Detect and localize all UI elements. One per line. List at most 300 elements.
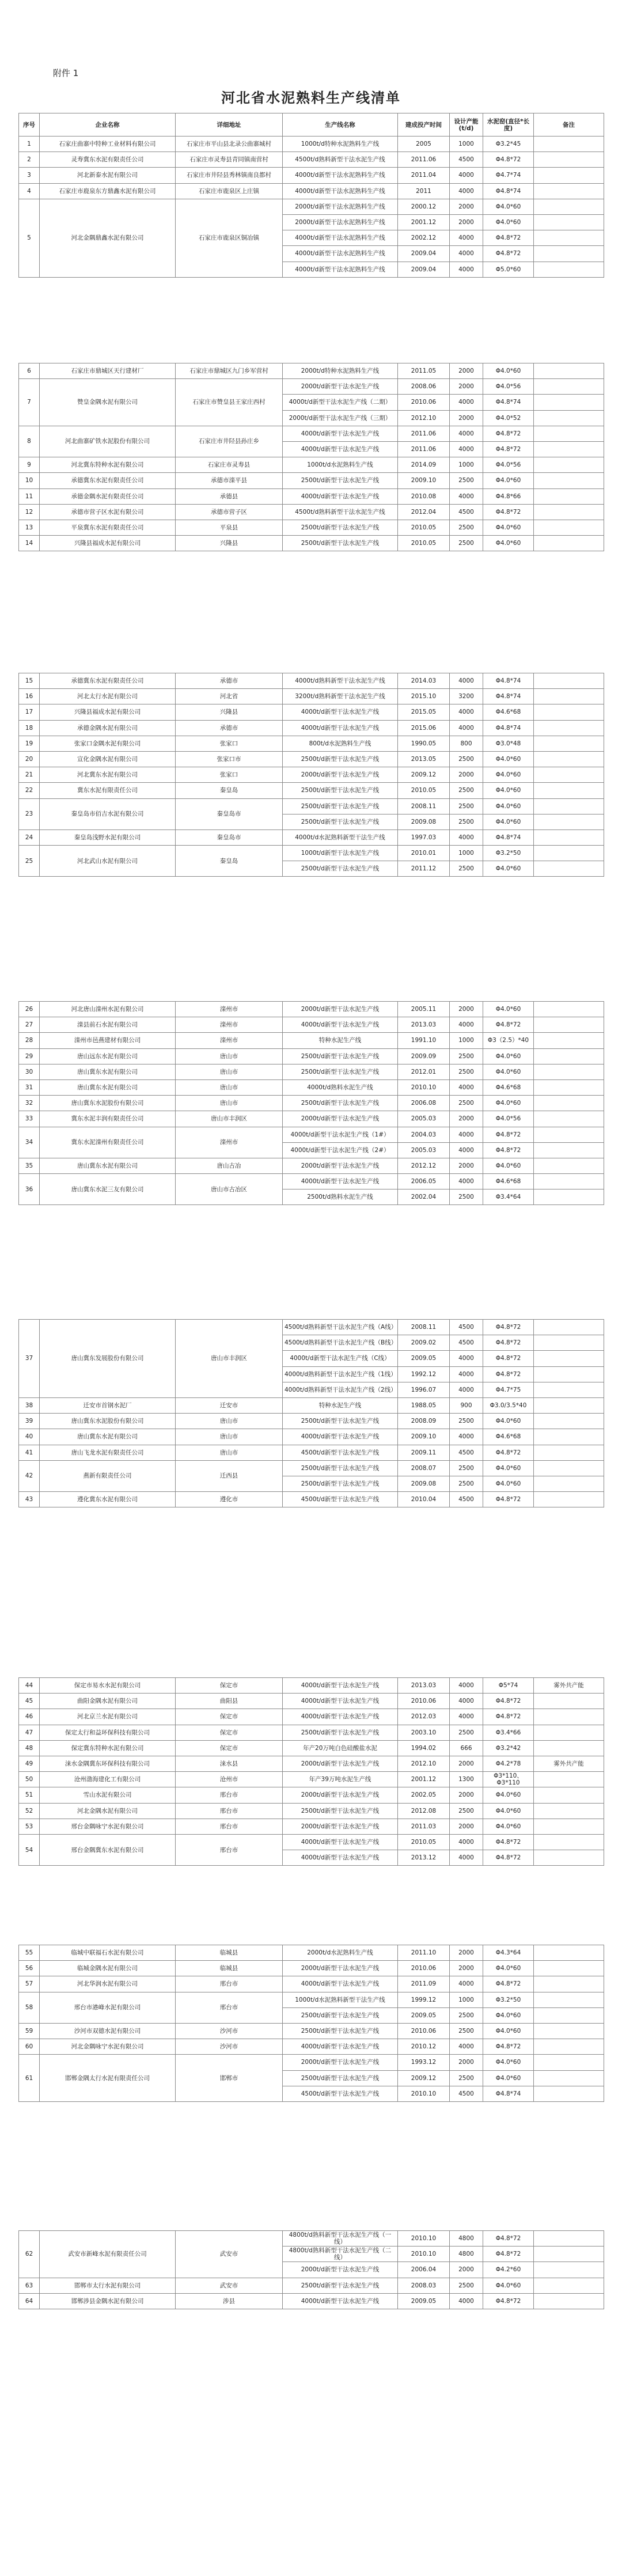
cell-note xyxy=(534,2007,604,2023)
cell-no: 51 xyxy=(19,1787,40,1803)
cell-cap: 4000 xyxy=(450,441,483,457)
cell-line: 2000t/d新型干法水泥生产线 xyxy=(283,1756,398,1771)
cell-cap: 4000 xyxy=(450,168,483,183)
cell-kiln: Φ4.8*72 xyxy=(483,1142,534,1158)
cell-note xyxy=(534,214,604,230)
table-page xyxy=(18,1319,604,1507)
cell-no: 23 xyxy=(19,798,40,829)
cell-kiln: Φ4.0*60 xyxy=(483,1158,534,1173)
cell-no: 50 xyxy=(19,1772,40,1787)
cell-year: 2011.10 xyxy=(398,1945,450,1961)
cell-cap: 2500 xyxy=(450,536,483,551)
cell-year: 2011.06 xyxy=(398,426,450,441)
cell-no: 59 xyxy=(19,2023,40,2039)
cell-year: 2012.01 xyxy=(398,1064,450,1079)
cell-line: 2500t/d新型干法水泥生产线 xyxy=(283,520,398,535)
cell-no: 5 xyxy=(19,199,40,277)
cell-kiln: Φ4.8*72 xyxy=(483,2231,534,2247)
cell-year: 2011.12 xyxy=(398,861,450,877)
cell-cap: 4000 xyxy=(450,1834,483,1850)
cell-year: 2012.10 xyxy=(398,410,450,426)
table-row xyxy=(19,704,604,720)
cell-address: 承德县 xyxy=(176,488,283,504)
cell-note xyxy=(534,1834,604,1850)
cell-company: 河北唐山滦州水泥有限公司 xyxy=(40,1002,176,1017)
cell-note xyxy=(534,1033,604,1048)
cell-line: 4000t/d新型干法水泥熟料生产线 xyxy=(283,262,398,277)
cell-line: 4000t/d新型干法水泥生产线（2#） xyxy=(283,1142,398,1158)
cell-cap: 2000 xyxy=(450,199,483,214)
cell-company: 武安市新峰水泥有限责任公司 xyxy=(40,2231,176,2278)
cell-note xyxy=(534,1127,604,1142)
cell-no: 4 xyxy=(19,183,40,199)
cell-year: 2010.10 xyxy=(398,2086,450,2101)
table-page xyxy=(18,1945,604,2102)
cell-line: 2500t/d新型干法水泥生产线 xyxy=(283,1048,398,1064)
cell-line: 4000t/d新型干法水泥生产线 xyxy=(283,704,398,720)
cell-line: 2500t/d新型干法水泥生产线 xyxy=(283,2070,398,2086)
cell-kiln: Φ4.8*74 xyxy=(483,2086,534,2101)
cell-cap: 800 xyxy=(450,736,483,751)
cell-kiln: Φ4.8*72 xyxy=(483,426,534,441)
cell-note xyxy=(534,504,604,520)
cell-cap: 2500 xyxy=(450,2023,483,2039)
cell-line: 2000t/d新型干法水泥生产线 xyxy=(283,379,398,395)
cell-company: 燕新有限责任公司 xyxy=(40,1460,176,1491)
cell-line: 4000t/d熟料水泥生产线 xyxy=(283,1079,398,1095)
column-header: 水泥窑(直径*长度) xyxy=(483,113,534,137)
cell-kiln: Φ4.6*68 xyxy=(483,1174,534,1189)
cell-no: 13 xyxy=(19,520,40,535)
cell-line: 2000t/d新型干法水泥生产线 xyxy=(283,1111,398,1127)
cell-company: 雪山水泥有限公司 xyxy=(40,1787,176,1803)
table-page xyxy=(18,113,604,278)
cell-line: 4000t/d新型干法水泥生产线 xyxy=(283,1694,398,1709)
table-row xyxy=(19,1174,604,1189)
cell-cap: 4000 xyxy=(450,720,483,736)
cell-cap: 4500 xyxy=(450,1445,483,1460)
cell-company: 临城中联福石水泥有限公司 xyxy=(40,1945,176,1961)
cell-address: 秦皇岛市 xyxy=(176,829,283,845)
table-row xyxy=(19,1834,604,1850)
cell-company: 秦皇岛浅野水泥有限公司 xyxy=(40,829,176,845)
attachment-label: 附件 1 xyxy=(53,68,79,78)
cell-cap: 4000 xyxy=(450,1142,483,1158)
cell-note xyxy=(534,798,604,814)
cell-year: 2009.05 xyxy=(398,2293,450,2309)
table-row xyxy=(19,1158,604,1173)
cell-address: 石家庄市鹿泉区铜冶镇 xyxy=(176,199,283,277)
table-row xyxy=(19,426,604,441)
production-line-table xyxy=(18,1945,604,2102)
cell-year: 2006.05 xyxy=(398,1174,450,1189)
cell-company: 平泉冀东水泥有限责任公司 xyxy=(40,520,176,535)
cell-address: 唐山市 xyxy=(176,1048,283,1064)
cell-year: 2009.10 xyxy=(398,473,450,488)
cell-cap: 4000 xyxy=(450,1174,483,1189)
cell-year: 2014.09 xyxy=(398,457,450,473)
cell-line: 1000t/d水泥熟料生产线 xyxy=(283,457,398,473)
cell-company: 唐山冀东水泥有限公司 xyxy=(40,1079,176,1095)
cell-cap: 4500 xyxy=(450,1335,483,1351)
cell-year: 1992.12 xyxy=(398,1366,450,1382)
table-row xyxy=(19,767,604,783)
cell-cap: 2500 xyxy=(450,861,483,877)
cell-company: 石家庄市鼎城区天行建材厂 xyxy=(40,363,176,379)
cell-note xyxy=(534,814,604,829)
production-line-table xyxy=(18,363,604,551)
cell-line: 4500t/d新型干法水泥生产线 xyxy=(283,1445,398,1460)
cell-note xyxy=(534,1382,604,1397)
cell-note xyxy=(534,1414,604,1429)
cell-year: 2009.11 xyxy=(398,1445,450,1460)
cell-year: 2010.12 xyxy=(398,2039,450,2055)
cell-no: 22 xyxy=(19,783,40,798)
table-row xyxy=(19,168,604,183)
cell-year: 2001.12 xyxy=(398,1772,450,1787)
cell-kiln: Φ4.0*60 xyxy=(483,814,534,829)
cell-no: 24 xyxy=(19,829,40,845)
cell-kiln: Φ4.8*72 xyxy=(483,2293,534,2309)
cell-year: 1999.12 xyxy=(398,1992,450,2007)
table-row xyxy=(19,1111,604,1127)
cell-company: 邯郸市太行水泥有限公司 xyxy=(40,2278,176,2293)
table-row xyxy=(19,473,604,488)
cell-line: 4500t/d新型干法水泥生产线 xyxy=(283,1492,398,1507)
cell-no: 39 xyxy=(19,1414,40,1429)
table-row xyxy=(19,536,604,551)
cell-line: 4500t/d新型干法水泥生产线 xyxy=(283,2086,398,2101)
cell-cap: 2000 xyxy=(450,1961,483,1976)
cell-cap: 2500 xyxy=(450,1803,483,1819)
cell-address: 滦州市 xyxy=(176,1002,283,1017)
cell-address: 迁安市 xyxy=(176,1397,283,1413)
cell-cap: 2500 xyxy=(450,1414,483,1429)
cell-kiln: Φ4.8*72 xyxy=(483,2039,534,2055)
cell-address: 保定市 xyxy=(176,1709,283,1725)
cell-line: 4500t/d熟料新型干法水泥生产线（B线） xyxy=(283,1335,398,1351)
cell-kiln: Φ4.8*72 xyxy=(483,1709,534,1725)
cell-company: 承德金隅水泥有限责任公司 xyxy=(40,488,176,504)
table-row xyxy=(19,488,604,504)
cell-no: 6 xyxy=(19,363,40,379)
cell-note: 雾外共产能 xyxy=(534,1756,604,1771)
cell-note xyxy=(534,1189,604,1205)
cell-year: 1996.07 xyxy=(398,1382,450,1397)
cell-no: 8 xyxy=(19,426,40,457)
cell-year: 1994.02 xyxy=(398,1740,450,1756)
column-header: 详细地址 xyxy=(176,113,283,137)
cell-year: 2010.06 xyxy=(398,1961,450,1976)
cell-no: 61 xyxy=(19,2055,40,2102)
cell-company: 灵寿冀东水泥有限责任公司 xyxy=(40,152,176,168)
cell-note xyxy=(534,1694,604,1709)
cell-line: 4500t/d熟料新型干法水泥生产线 xyxy=(283,504,398,520)
cell-address: 遵化市 xyxy=(176,1492,283,1507)
cell-kiln: Φ4.8*72 xyxy=(483,1366,534,1382)
cell-company: 邢台市港峰水泥有限公司 xyxy=(40,1992,176,2023)
cell-year: 2000.12 xyxy=(398,199,450,214)
cell-line: 4000t/d新型干法水泥生产线 xyxy=(283,426,398,441)
table-row xyxy=(19,1096,604,1111)
cell-cap: 2000 xyxy=(450,379,483,395)
cell-company: 唐山冀东水泥有限公司 xyxy=(40,1064,176,1079)
cell-note xyxy=(534,704,604,720)
cell-year: 2013.03 xyxy=(398,1017,450,1033)
cell-note xyxy=(534,1142,604,1158)
cell-company: 宣化金隅水泥有限公司 xyxy=(40,751,176,767)
cell-note xyxy=(534,410,604,426)
cell-line: 2000t/d新型干法水泥生产线 xyxy=(283,1002,398,1017)
cell-note xyxy=(534,1351,604,1366)
table-row xyxy=(19,1976,604,1992)
cell-year: 1997.03 xyxy=(398,829,450,845)
table-row xyxy=(19,1064,604,1079)
cell-kiln: Φ4.0*60 xyxy=(483,1002,534,1017)
cell-cap: 2000 xyxy=(450,1002,483,1017)
cell-year: 2009.04 xyxy=(398,246,450,262)
cell-no: 18 xyxy=(19,720,40,736)
cell-line: 2500t/d新型干法水泥生产线 xyxy=(283,1476,398,1491)
cell-kiln: Φ4.0*60 xyxy=(483,1460,534,1476)
cell-company: 涞水金隅冀东环保科技有限公司 xyxy=(40,1756,176,1771)
cell-year: 2010.05 xyxy=(398,536,450,551)
cell-company: 河北冀东特种水泥有限公司 xyxy=(40,457,176,473)
cell-address: 邯郸市 xyxy=(176,2055,283,2102)
cell-company: 邯郸涉县金隅水泥有限公司 xyxy=(40,2293,176,2309)
cell-kiln: Φ4.0*60 xyxy=(483,1096,534,1111)
cell-line: 2000t/d新型干法水泥生产线 xyxy=(283,1819,398,1834)
cell-line: 2500t/d新型干法水泥生产线 xyxy=(283,814,398,829)
cell-address: 石家庄市灵寿县 xyxy=(176,457,283,473)
cell-note xyxy=(534,1709,604,1725)
cell-no: 37 xyxy=(19,1320,40,1398)
cell-cap: 4000 xyxy=(450,1366,483,1382)
cell-address: 临城县 xyxy=(176,1945,283,1961)
table-row xyxy=(19,720,604,736)
cell-cap: 4500 xyxy=(450,152,483,168)
table-row xyxy=(19,2055,604,2070)
table-row xyxy=(19,1002,604,1017)
cell-line: 4500t/d熟料新型干法水泥生产线（A线） xyxy=(283,1320,398,1335)
cell-address: 石家庄市井陉县秀林镇南良都村 xyxy=(176,168,283,183)
column-header: 备注 xyxy=(534,113,604,137)
cell-year: 2011.06 xyxy=(398,441,450,457)
cell-no: 17 xyxy=(19,704,40,720)
cell-year: 2001.12 xyxy=(398,214,450,230)
cell-cap: 2500 xyxy=(450,1725,483,1740)
table-row xyxy=(19,1756,604,1771)
cell-line: 4000t/d新型干法水泥生产线 xyxy=(283,441,398,457)
cell-year: 2002.05 xyxy=(398,1787,450,1803)
cell-kiln: Φ4.0*60 xyxy=(483,783,534,798)
cell-year: 2010.10 xyxy=(398,2231,450,2247)
cell-line: 2500t/d新型干法水泥生产线 xyxy=(283,2278,398,2293)
cell-kiln: Φ4.8*72 xyxy=(483,152,534,168)
cell-cap: 4800 xyxy=(450,2247,483,2262)
cell-address: 兴隆县 xyxy=(176,704,283,720)
cell-note xyxy=(534,2247,604,2262)
cell-line: 3200t/d熟料新型干法水泥生产线 xyxy=(283,689,398,704)
cell-note xyxy=(534,1079,604,1095)
cell-cap: 4000 xyxy=(450,1079,483,1095)
cell-kiln: Φ4.8*72 xyxy=(483,1834,534,1850)
cell-note xyxy=(534,1017,604,1033)
cell-address: 武安市 xyxy=(176,2231,283,2278)
cell-line: 2000t/d新型干法水泥生产线（三期） xyxy=(283,410,398,426)
table-row xyxy=(19,1445,604,1460)
cell-cap: 1000 xyxy=(450,1992,483,2007)
cell-kiln: Φ4.0*60 xyxy=(483,861,534,877)
cell-company: 河北金隅鼎鑫水泥有限公司 xyxy=(40,199,176,277)
cell-cap: 4000 xyxy=(450,1017,483,1033)
cell-no: 32 xyxy=(19,1096,40,1111)
cell-address: 邢台市 xyxy=(176,1992,283,2023)
cell-cap: 2500 xyxy=(450,473,483,488)
cell-note xyxy=(534,1335,604,1351)
cell-kiln: Φ4.0*60 xyxy=(483,751,534,767)
column-header: 企业名称 xyxy=(40,113,176,137)
cell-address: 石家庄市井陉县孙庄乡 xyxy=(176,426,283,457)
cell-note xyxy=(534,1945,604,1961)
cell-address: 石家庄市赞皇县王家庄西村 xyxy=(176,379,283,426)
cell-note xyxy=(534,2262,604,2278)
cell-address: 滦州市 xyxy=(176,1127,283,1158)
table-row xyxy=(19,363,604,379)
cell-line: 年产39万吨水泥生产线 xyxy=(283,1772,398,1787)
cell-line: 2000t/d水泥熟料生产线 xyxy=(283,1945,398,1961)
cell-line: 特种水泥生产线 xyxy=(283,1397,398,1413)
cell-year: 2010.04 xyxy=(398,1492,450,1507)
cell-year: 2008.11 xyxy=(398,798,450,814)
cell-year: 2009.08 xyxy=(398,814,450,829)
cell-no: 21 xyxy=(19,767,40,783)
cell-cap: 2500 xyxy=(450,1096,483,1111)
cell-company: 石家庄市鹿泉东方鼎鑫水泥有限公司 xyxy=(40,183,176,199)
cell-note xyxy=(534,1476,604,1491)
cell-no: 14 xyxy=(19,536,40,551)
cell-company: 承德冀东水泥有限责任公司 xyxy=(40,473,176,488)
cell-company: 滦州市邑燕建材有限公司 xyxy=(40,1033,176,1048)
cell-company: 滦县前石水泥有限公司 xyxy=(40,1017,176,1033)
production-line-table xyxy=(18,1001,604,1205)
cell-note xyxy=(534,2231,604,2247)
cell-cap: 2000 xyxy=(450,214,483,230)
cell-line: 4000t/d熟料新型干法水泥生产线（2线） xyxy=(283,1382,398,1397)
cell-company: 曲阳金隅水泥有限公司 xyxy=(40,1694,176,1709)
cell-kiln: Φ4.0*60 xyxy=(483,520,534,535)
cell-kiln: Φ4.0*60 xyxy=(483,2070,534,2086)
cell-address: 邢台市 xyxy=(176,1976,283,1992)
cell-note xyxy=(534,473,604,488)
cell-note xyxy=(534,168,604,183)
cell-no: 34 xyxy=(19,1127,40,1158)
cell-address: 承德市营子区 xyxy=(176,504,283,520)
cell-address: 唐山市 xyxy=(176,1064,283,1079)
cell-kiln: Φ4.0*60 xyxy=(483,199,534,214)
cell-company: 河北京兰水泥有限公司 xyxy=(40,1709,176,1725)
cell-year: 2010.05 xyxy=(398,783,450,798)
cell-year: 2009.12 xyxy=(398,2070,450,2086)
cell-note xyxy=(534,2070,604,2086)
cell-kiln: Φ4.0*60 xyxy=(483,363,534,379)
cell-line: 4000t/d新型干法水泥生产线（1#） xyxy=(283,1127,398,1142)
cell-no: 9 xyxy=(19,457,40,473)
cell-kiln: Φ3.2*50 xyxy=(483,1992,534,2007)
cell-kiln: Φ5.0*60 xyxy=(483,262,534,277)
cell-company: 石家庄曲寨中特种工业材料有限公司 xyxy=(40,137,176,152)
cell-no: 26 xyxy=(19,1002,40,1017)
cell-kiln: Φ3.2*50 xyxy=(483,846,534,861)
cell-no: 7 xyxy=(19,379,40,426)
cell-cap: 666 xyxy=(450,1740,483,1756)
cell-line: 4000t/d新型干法水泥生产线 xyxy=(283,1834,398,1850)
cell-company: 承德金隅水泥有限公司 xyxy=(40,720,176,736)
cell-kiln: Φ4.2*78 xyxy=(483,1756,534,1771)
cell-company: 保定太行和益环保科技有限公司 xyxy=(40,1725,176,1740)
cell-line: 1000t/d特种水泥熟料生产线 xyxy=(283,137,398,152)
production-line-table xyxy=(18,1677,604,1866)
table-row xyxy=(19,520,604,535)
cell-note xyxy=(534,1320,604,1335)
table-row xyxy=(19,1819,604,1834)
cell-line: 2500t/d新型干法水泥生产线 xyxy=(283,783,398,798)
table-row xyxy=(19,829,604,845)
cell-company: 承德冀东水泥有限责任公司 xyxy=(40,673,176,689)
cell-no: 41 xyxy=(19,1445,40,1460)
cell-kiln: Φ4.8*72 xyxy=(483,230,534,246)
cell-note xyxy=(534,1174,604,1189)
table-row xyxy=(19,137,604,152)
cell-note xyxy=(534,1096,604,1111)
table-row xyxy=(19,2023,604,2039)
cell-cap: 2500 xyxy=(450,1476,483,1491)
cell-kiln: Φ4.0*60 xyxy=(483,1787,534,1803)
cell-kiln: Φ4.0*60 xyxy=(483,2055,534,2070)
cell-cap: 2000 xyxy=(450,2055,483,2070)
cell-address: 沧州市 xyxy=(176,1772,283,1787)
cell-kiln: Φ4.0*60 xyxy=(483,798,534,814)
cell-line: 4000t/d新型干法水泥生产线 xyxy=(283,1709,398,1725)
cell-no: 49 xyxy=(19,1756,40,1771)
cell-note xyxy=(534,379,604,395)
cell-note xyxy=(534,689,604,704)
cell-year: 2008.06 xyxy=(398,379,450,395)
cell-company: 承德市营子区水泥有限公司 xyxy=(40,504,176,520)
cell-line: 4000t/d新型干法水泥生产线 xyxy=(283,1678,398,1694)
cell-address: 邢台市 xyxy=(176,1803,283,1819)
production-line-table xyxy=(18,673,604,877)
column-header: 设计产能(t/d) xyxy=(450,113,483,137)
cell-kiln: Φ4.7*74 xyxy=(483,168,534,183)
table-row xyxy=(19,1414,604,1429)
cell-cap: 4000 xyxy=(450,1429,483,1445)
cell-no: 12 xyxy=(19,504,40,520)
cell-cap: 4000 xyxy=(450,426,483,441)
cell-kiln: Φ4.0*60 xyxy=(483,473,534,488)
cell-line: 2500t/d新型干法水泥生产线 xyxy=(283,1725,398,1740)
cell-year: 2003.10 xyxy=(398,1725,450,1740)
cell-year: 2008.11 xyxy=(398,1320,450,1335)
cell-year: 2008.07 xyxy=(398,1460,450,1476)
cell-year: 1993.12 xyxy=(398,2055,450,2070)
cell-year: 2010.10 xyxy=(398,2247,450,2262)
cell-no: 42 xyxy=(19,1460,40,1491)
cell-address: 承德市 xyxy=(176,673,283,689)
table-row xyxy=(19,1740,604,1756)
production-line-table xyxy=(18,2230,604,2309)
cell-note: 雾外共产能 xyxy=(534,1678,604,1694)
